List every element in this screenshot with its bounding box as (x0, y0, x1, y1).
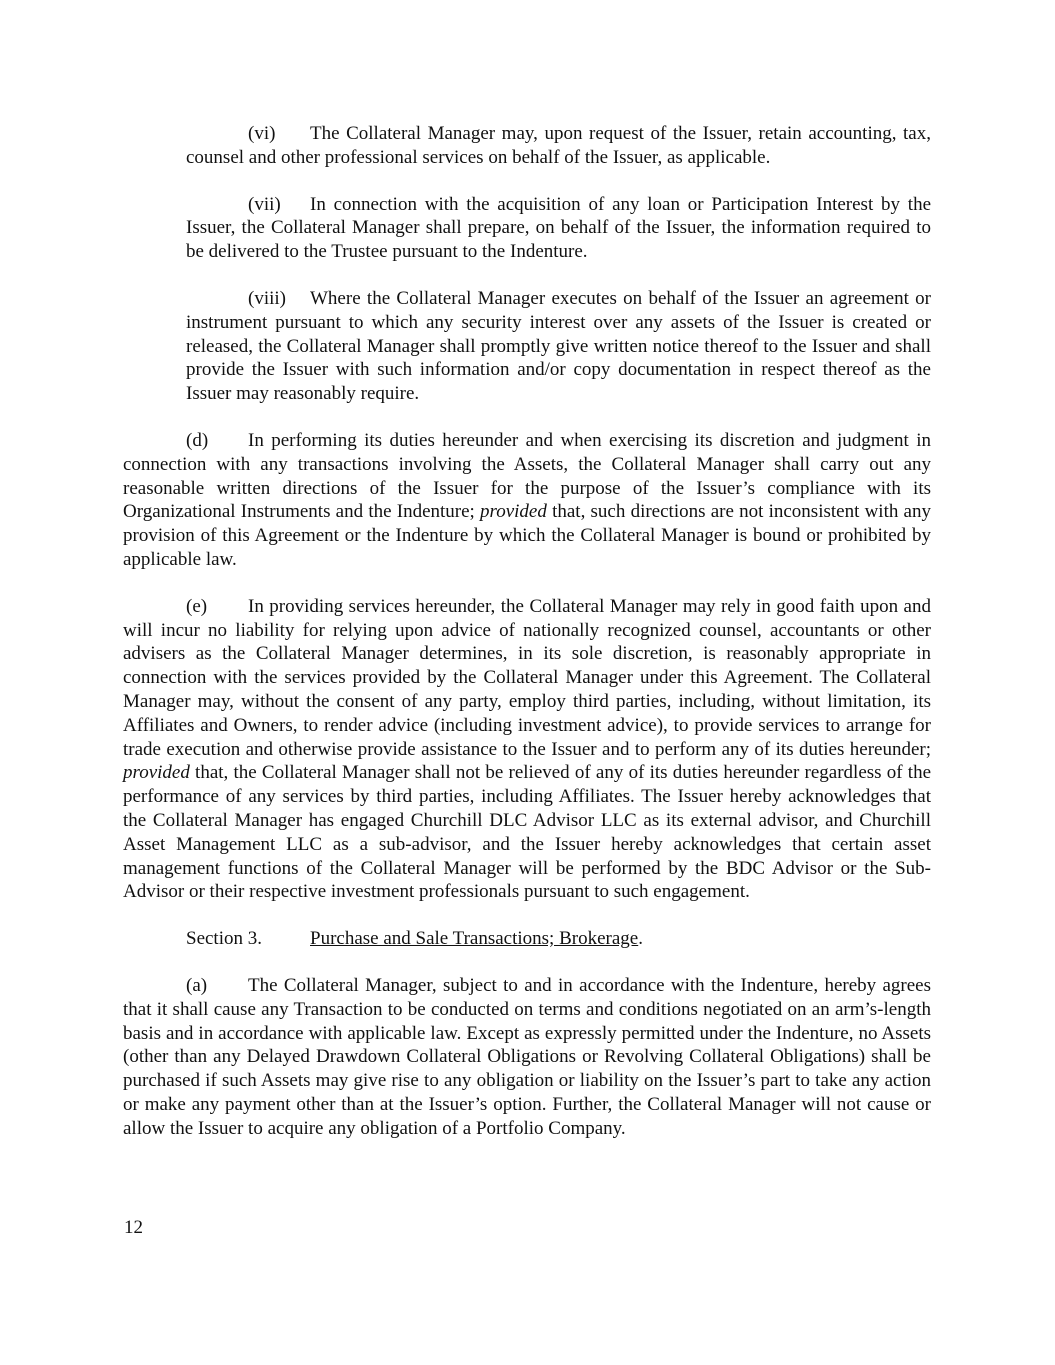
paragraph-e (123, 595, 931, 904)
subsection-text: Where the Collateral Manager executes on behalf of the Issuer an agreement or instrument pursuant to which any security interest over any assets of the Issuer is created or released, the Collateral Manager shall promptly give written notice thereof to the Issuer and shall provide the Issuer with such information and/or copy documentation in respect thereof as the Issuer may reasonably require. (186, 287, 931, 405)
paragraph-d (123, 429, 931, 572)
document-page (123, 122, 931, 1140)
italic-provided: provided (480, 501, 547, 523)
paragraph-text: The Collateral Manager, subject to and in accordance with the Indenture, hereby agrees that it shall cause any Transaction to be conducted on terms and conditions negotiated on an arm’s-length basis and in accordance with applicable law. Except as expressly permitted under the Indenture, no Assets (other than any Delayed Drawdown Collateral Obligations or Revolving Collateral Obligations) shall be purchased if such Assets may give rise to any obligation or liability on the Issuer’s part to take any action or make any payment other than at the Issuer’s option. Further, the Collateral Manager will not cause or allow the Issuer to acquire any obligation of a Portfolio Company. (123, 974, 931, 1139)
paragraph-text: In providing services hereunder, the Collateral Manager may rely in good faith upon and will incur no liability for relying upon advice of nationally recognized counsel, accountants or other advisers as the Collateral Manager determines, in its sole discretion, is reasonably appropriate in connection with the services provided by the Collateral Manager under this Agreement. The Collateral Manager may, without the consent of any party, employ third parties, including, without limitation, its Affiliates and Owners, to render advice (including investment advice), to provide services to arrange for trade execution and otherwise provide assistance to the Issuer and to perform any of its duties hereunder; (123, 595, 931, 760)
subsection-text: The Collateral Manager may, upon request of the Issuer, retain accounting, tax, counsel and other professional services on behalf of the Issuer, as applicable. (186, 123, 931, 168)
section-title: Purchase and Sale Transactions; Brokerage (310, 928, 639, 950)
paragraph-text-cont: that, such directions are not inconsistent with any provision of this Agreement or the Indenture by which the Collateral Manager is bound or prohibited by applicable law. (123, 501, 931, 570)
page-number: 12 (124, 1217, 143, 1238)
paragraph-label: (e) (186, 595, 208, 617)
section-number: Section 3. (186, 928, 262, 950)
italic-provided: provided (123, 762, 190, 784)
paragraph-label: (d) (186, 429, 209, 451)
subsection-vi (186, 122, 931, 170)
subsection-vii (186, 193, 931, 264)
subsection-label: (viii) (248, 287, 286, 309)
paragraph-text-cont: that, the Collateral Manager shall not be relieved of any of its duties hereunder regardless of the performance of any services by third parties, including Affiliates. The Issuer hereby acknowledges that the Collateral Manager has engaged Churchill DLC Advisor LLC as its external advisor, and Churchill Asset Management LLC as a sub-advisor, and the Issuer hereby acknowledges that certain asset management functions of the Collateral Manager will be performed by the BDC Advisor or the Sub-Advisor or their respective investment professionals pursuant to such engagement. (123, 762, 931, 903)
paragraph-label: (a) (186, 974, 208, 996)
subsection-text: In connection with the acquisition of any loan or Participation Interest by the Issuer, the Collateral Manager shall prepare, on behalf of the Issuer, the information required to be delivered to the Trustee pursuant to the Indenture. (186, 193, 931, 263)
paragraph-a (123, 974, 931, 1141)
subsection-label: (vi) (248, 123, 276, 144)
section-title-period: . (638, 928, 643, 950)
paragraph-text: In performing its duties hereunder and when exercising its discretion and judgment in connection with any transactions involving the Assets, the Collateral Manager shall carry out any reasonable written directions of the Issuer for the purpose of the Issuer’s compliance with its Organizational Instruments and the Indenture; (123, 429, 931, 523)
subsection-label: (vii) (248, 193, 281, 215)
subsection-viii (186, 287, 931, 406)
section-heading (123, 927, 931, 951)
